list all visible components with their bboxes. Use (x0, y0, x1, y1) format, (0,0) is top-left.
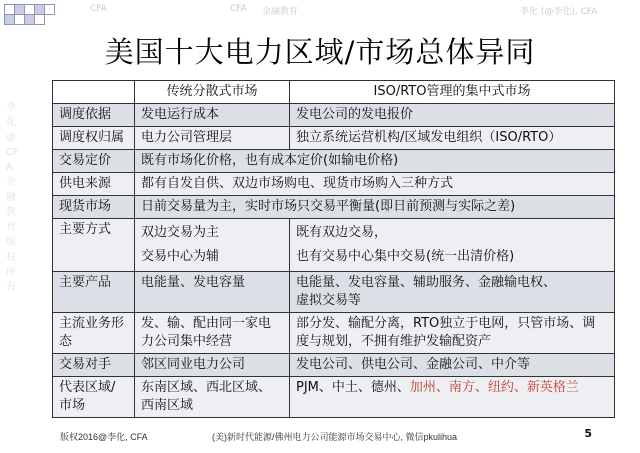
table-row (53, 150, 615, 173)
row-label: 调度权归属 (53, 127, 135, 150)
table-row (53, 173, 615, 196)
traditional-cell: 电力公司管理层 (135, 127, 290, 150)
slide-title: 美国十大电力区域/市场总体异同 (104, 35, 536, 69)
footer-copyright: 版权2016@李化, CFA (60, 432, 148, 442)
watermark-text: CFA (90, 4, 107, 14)
iso-cell: 发电公司、供电公司、金融公司、中介等 (290, 354, 615, 377)
footer-source: (美)新时代能源/佛州电力公司能源市场交易中心, 微信pkulihua (212, 432, 458, 442)
row-label: 供电来源 (53, 173, 135, 196)
header-decoration (0, 0, 640, 32)
iso-cell (290, 377, 615, 418)
iso-cell: 电能量、发电容量、辅助服务、金融输电权、 虚拟交易等 (290, 272, 615, 313)
table-row (53, 272, 615, 313)
table-row (53, 196, 615, 219)
iso-cell: 既有双边交易， 也有交易中心集中交易(统一出清价格) (290, 219, 615, 272)
page-number: 5 (584, 427, 592, 440)
deco-square (44, 4, 55, 15)
row-label: 交易对手 (53, 354, 135, 377)
table-row (53, 219, 615, 272)
iso-regions-highlight: 加州、南方、纽约、新英格兰 (409, 380, 579, 395)
row-label: 交易定价 (53, 150, 135, 173)
table-row (53, 104, 615, 127)
deco-square (4, 14, 15, 25)
table-header-row (53, 81, 615, 104)
traditional-cell: 邻区同业电力公司 (135, 354, 290, 377)
table-row (53, 354, 615, 377)
row-label: 主要方式 (53, 219, 135, 272)
table-row (53, 127, 615, 150)
traditional-cell: 东南区域、西北区域、西南区域 (135, 377, 290, 418)
watermark-text: 金融教育 (262, 7, 299, 17)
traditional-cell: 双边交易为主 交易中心为辅 (135, 219, 290, 272)
merged-cell: 日前交易量为主，实时市场只交易平衡量(即日前预测与实际之差) (135, 196, 615, 219)
merged-cell: 都有自发自供、双边市场购电、现货市场购入三种方式 (135, 173, 615, 196)
iso-cell: 发电公司的发电报价 (290, 104, 615, 127)
iso-cell: 部分发、输配分离，RTO独立于电网，只管市场、调度与规划，不拥有维护发输配资产 (290, 313, 615, 354)
side-watermark: 李化@CFA 金融教育 版权所有 (6, 102, 19, 293)
iso-regions-plain: PJM、中土、德州、 (296, 380, 410, 395)
table-header-cell (53, 81, 135, 104)
deco-square (34, 14, 45, 25)
table-header-cell: ISO/RTO管理的集中式市场 (290, 81, 615, 104)
row-label: 现货市场 (53, 196, 135, 219)
comparison-table (52, 80, 615, 418)
row-label: 代表区域/市场 (53, 377, 135, 418)
table-header-cell: 传统分散式市场 (135, 81, 290, 104)
watermark-text: CFA (230, 4, 247, 14)
iso-cell: 独立系统运营机构/区域发电组织（ISO/RTO） (290, 127, 615, 150)
table-row (53, 377, 615, 418)
row-label: 主流业务形态 (53, 313, 135, 354)
table-row (53, 313, 615, 354)
merged-cell: 既有市场化价格，也有成本定价(如输电价格) (135, 150, 615, 173)
traditional-cell: 电能量、发电容量 (135, 272, 290, 313)
traditional-cell: 发电运行成本 (135, 104, 290, 127)
traditional-cell: 发、输、配由同一家电力公司集中经营 (135, 313, 290, 354)
row-label: 主要产品 (53, 272, 135, 313)
watermark-text: 李化 (@李化), CFA (520, 7, 598, 17)
row-label: 调度依据 (53, 104, 135, 127)
